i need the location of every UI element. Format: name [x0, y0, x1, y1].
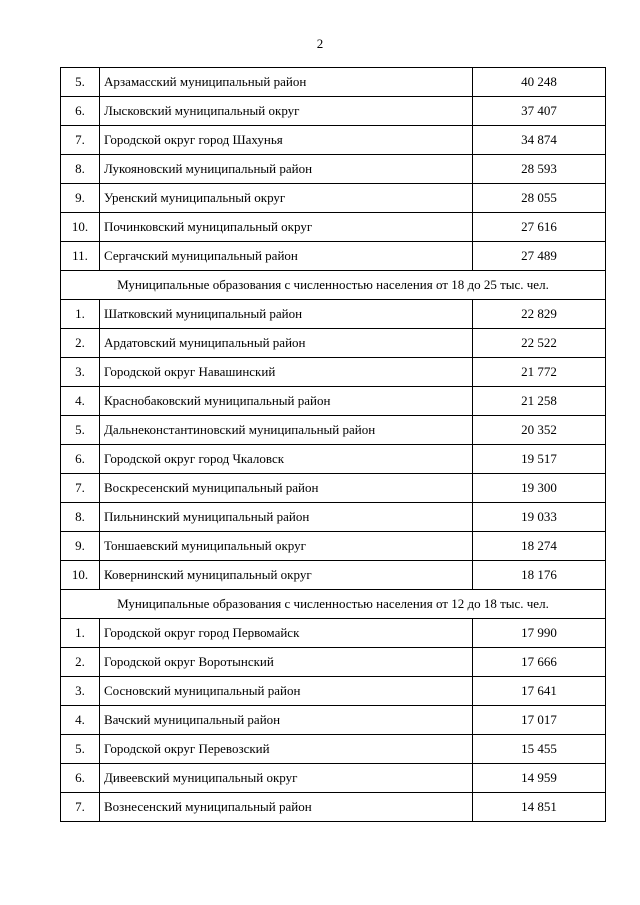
table-row: [61, 619, 606, 648]
row-number: 3.: [61, 677, 100, 706]
population-value: 14 851: [473, 793, 606, 822]
municipality-name: Сергачский муниципальный район: [100, 242, 473, 271]
municipality-name: Дивеевский муниципальный округ: [100, 764, 473, 793]
table-row: [61, 68, 606, 97]
table-row: [61, 706, 606, 735]
row-number: 6.: [61, 97, 100, 126]
municipality-name: Городской округ город Первомайск: [100, 619, 473, 648]
table-row: [61, 387, 606, 416]
section-title: Муниципальные образования с численностью населения от 18 до 25 тыс. чел.: [61, 271, 606, 300]
section-header-row: [61, 271, 606, 300]
population-value: 17 990: [473, 619, 606, 648]
municipality-name: Лысковский муниципальный округ: [100, 97, 473, 126]
table-row: [61, 445, 606, 474]
section-header-row: [61, 590, 606, 619]
population-value: 17 666: [473, 648, 606, 677]
row-number: 8.: [61, 155, 100, 184]
table-row: [61, 184, 606, 213]
table-body: [61, 68, 606, 822]
municipality-name: Городской округ город Шахунья: [100, 126, 473, 155]
row-number: 1.: [61, 300, 100, 329]
row-number: 8.: [61, 503, 100, 532]
municipality-name: Лукояновский муниципальный район: [100, 155, 473, 184]
table-row: [61, 97, 606, 126]
population-value: 28 055: [473, 184, 606, 213]
row-number: 7.: [61, 793, 100, 822]
municipality-name: Воскресенский муниципальный район: [100, 474, 473, 503]
municipality-name: Ардатовский муниципальный район: [100, 329, 473, 358]
table-row: [61, 503, 606, 532]
municipality-name: Дальнеконстантиновский муниципальный район: [100, 416, 473, 445]
table-row: [61, 300, 606, 329]
population-value: 19 517: [473, 445, 606, 474]
row-number: 5.: [61, 416, 100, 445]
row-number: 7.: [61, 474, 100, 503]
population-value: 15 455: [473, 735, 606, 764]
row-number: 2.: [61, 648, 100, 677]
row-number: 6.: [61, 764, 100, 793]
municipality-name: Городской округ город Чкаловск: [100, 445, 473, 474]
row-number: 10.: [61, 213, 100, 242]
municipality-name: Сосновский муниципальный район: [100, 677, 473, 706]
population-value: 37 407: [473, 97, 606, 126]
table-row: [61, 561, 606, 590]
page-number: 2: [316, 36, 324, 51]
table-row: [61, 126, 606, 155]
municipality-name: Пильнинский муниципальный район: [100, 503, 473, 532]
table-row: [61, 532, 606, 561]
row-number: 7.: [61, 126, 100, 155]
row-number: 10.: [61, 561, 100, 590]
table-row: [61, 764, 606, 793]
row-number: 5.: [61, 68, 100, 97]
row-number: 3.: [61, 358, 100, 387]
municipality-name: Арзамасский муниципальный район: [100, 68, 473, 97]
table-row: [61, 793, 606, 822]
population-value: 19 033: [473, 503, 606, 532]
municipality-name: Городской округ Перевозский: [100, 735, 473, 764]
table-row: [61, 242, 606, 271]
population-table: [60, 67, 606, 822]
table-row: [61, 213, 606, 242]
population-value: 28 593: [473, 155, 606, 184]
table-row: [61, 735, 606, 764]
table-row: [61, 474, 606, 503]
section-title: Муниципальные образования с численностью населения от 12 до 18 тыс. чел.: [61, 590, 606, 619]
municipality-name: Вачский муниципальный район: [100, 706, 473, 735]
municipality-name: Тоншаевский муниципальный округ: [100, 532, 473, 561]
row-number: 5.: [61, 735, 100, 764]
municipality-name: Починковский муниципальный округ: [100, 213, 473, 242]
municipality-name: Городской округ Навашинский: [100, 358, 473, 387]
population-value: 18 274: [473, 532, 606, 561]
table-row: [61, 648, 606, 677]
row-number: 9.: [61, 532, 100, 561]
population-value: 22 522: [473, 329, 606, 358]
row-number: 11.: [61, 242, 100, 271]
row-number: 2.: [61, 329, 100, 358]
municipality-name: Уренский муниципальный округ: [100, 184, 473, 213]
population-value: 22 829: [473, 300, 606, 329]
population-value: 27 616: [473, 213, 606, 242]
population-value: 21 772: [473, 358, 606, 387]
table-row: [61, 416, 606, 445]
table-row: [61, 358, 606, 387]
municipality-name: Городской округ Воротынский: [100, 648, 473, 677]
population-value: 17 641: [473, 677, 606, 706]
population-value: 40 248: [473, 68, 606, 97]
row-number: 4.: [61, 387, 100, 416]
row-number: 4.: [61, 706, 100, 735]
table-row: [61, 677, 606, 706]
population-value: 18 176: [473, 561, 606, 590]
population-value: 19 300: [473, 474, 606, 503]
population-value: 20 352: [473, 416, 606, 445]
population-value: 14 959: [473, 764, 606, 793]
row-number: 6.: [61, 445, 100, 474]
municipality-name: Вознесенский муниципальный район: [100, 793, 473, 822]
municipality-name: Краснобаковский муниципальный район: [100, 387, 473, 416]
table-row: [61, 329, 606, 358]
table-row: [61, 155, 606, 184]
population-value: 21 258: [473, 387, 606, 416]
row-number: 9.: [61, 184, 100, 213]
population-value: 27 489: [473, 242, 606, 271]
population-value: 34 874: [473, 126, 606, 155]
population-value: 17 017: [473, 706, 606, 735]
municipality-name: Шатковский муниципальный район: [100, 300, 473, 329]
row-number: 1.: [61, 619, 100, 648]
municipality-name: Ковернинский муниципальный округ: [100, 561, 473, 590]
